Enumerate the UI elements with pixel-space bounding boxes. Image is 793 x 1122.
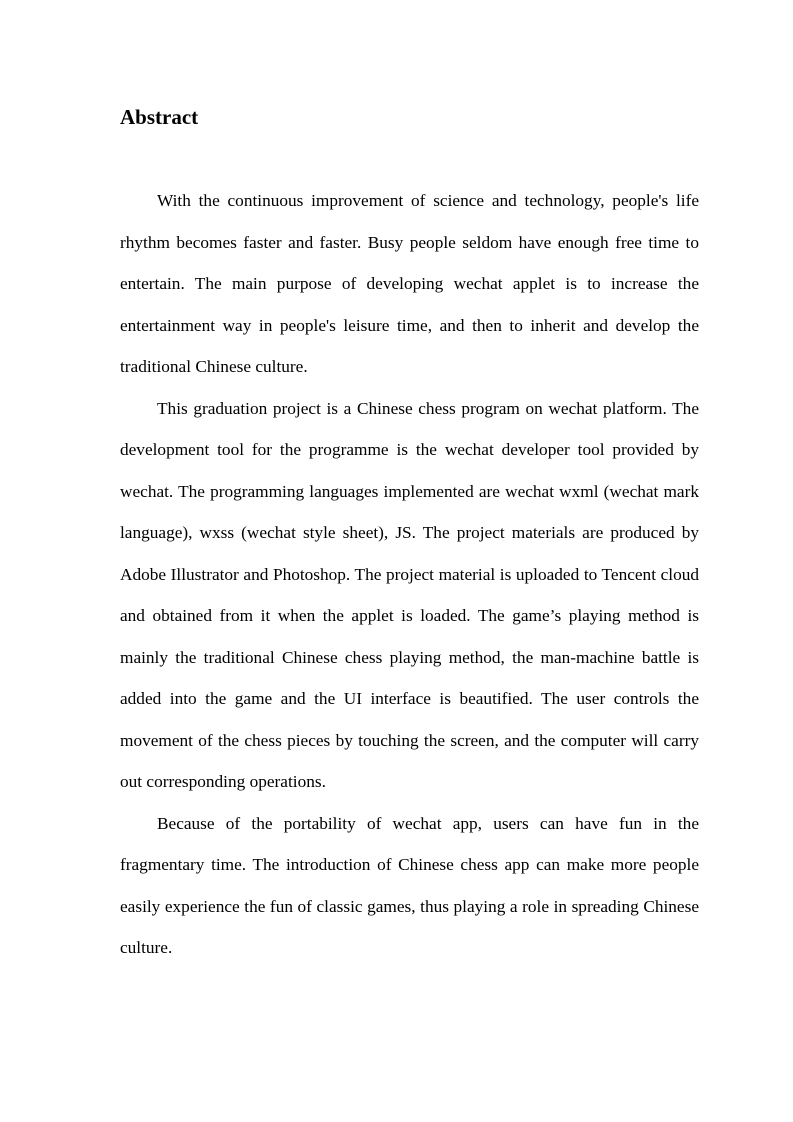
section-heading: Abstract [120, 105, 199, 129]
paragraph-3: Because of the portability of wechat app, users can have fun in the fragmentary time. The introduction of Chinese chess app can make more people easily experience the fun of classic games, thus playing a role in spreading Chinese culture. [120, 813, 699, 957]
paragraph-2: This graduation project is a Chinese chess program on wechat platform. The development tool for the programme is the wechat developer tool provided by wechat. The programming languages implemented are wechat wxml (wechat mark language), wxss (wechat style sheet), JS. The project materials are produced by Adobe Illustrator and Photoshop. The project material is uploaded to Tencent cloud and obtained from it when the applet is loaded. The game’s playing method is mainly the traditional Chinese chess playing method, the man-machine battle is added into the game and the UI interface is beautified. The user controls the movement of the chess pieces by touching the screen, and the computer will carry out corresponding operations. [120, 398, 699, 791]
abstract-body [120, 180, 699, 969]
paragraph-1: With the continuous improvement of science and technology, people's life rhythm becomes faster and faster. Busy people seldom have enough free time to entertain. The main purpose of developing wechat applet is to increase the entertainment way in people's leisure time, and then to inherit and develop the traditional Chinese culture. [120, 191, 699, 376]
